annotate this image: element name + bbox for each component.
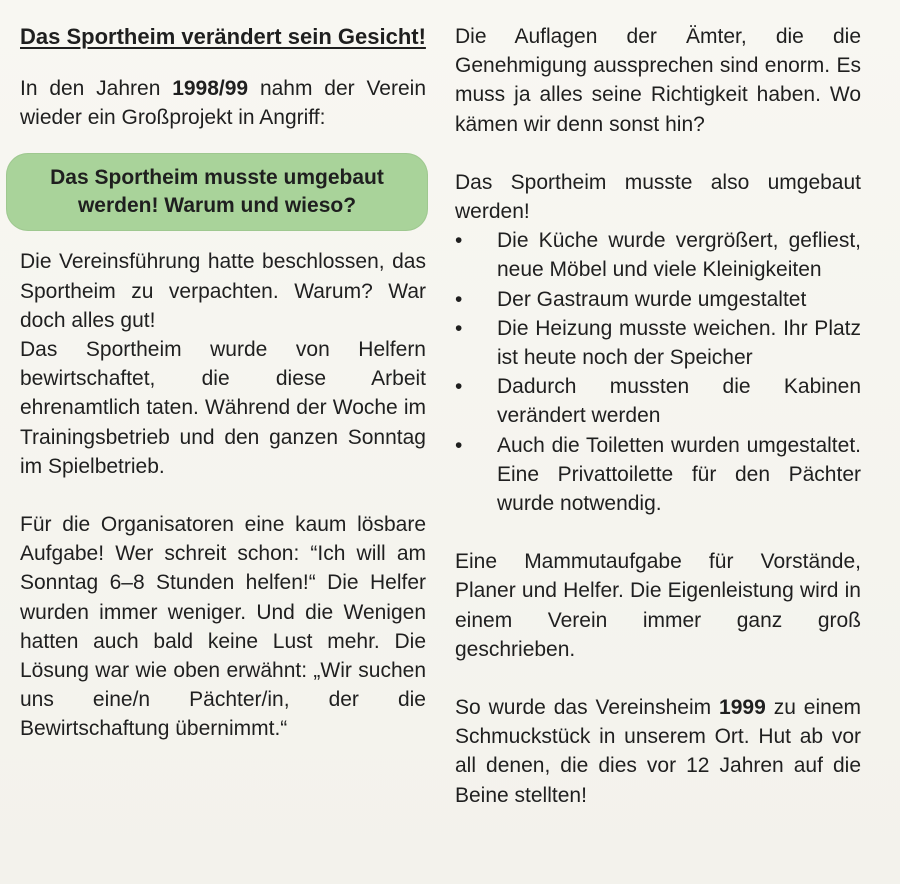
left-paragraph-1: Die Vereinsführung hatte beschlossen, das Sportheim zu verpachten. Warum? War doch alles gut! xyxy=(20,250,426,332)
intro-years: 1998/99 xyxy=(172,77,249,100)
closing-after: zu einem Schmuckstück in unserem Ort. Hut ab vor all denen, die dies vor 12 Jahren auf die Beine stellten! xyxy=(455,696,862,807)
list-item xyxy=(455,285,861,314)
right-column xyxy=(455,22,861,810)
paragraph-gap xyxy=(455,664,861,693)
list-item-text: Auch die Toiletten wurden umgestaltet. Eine Privattoilette für den Pächter wurde notwendig. xyxy=(497,433,861,516)
bullet-icon: • xyxy=(455,229,463,253)
list-item-text: Der Gastraum wurde umgestaltet xyxy=(497,287,807,311)
bullet-icon: • xyxy=(455,375,463,399)
closing-before: So wurde das Vereinsheim xyxy=(455,696,720,720)
intro-before: In den Jahren xyxy=(20,77,173,100)
list-item-text: Die Heizung musste weichen. Ihr Platz ist heute noch der Speicher xyxy=(497,316,861,370)
renovation-list xyxy=(455,226,861,518)
left-paragraph-3: Für die Organisatoren eine kaum lösbare Aufgabe! Wer schreit schon: “Ich will am Sonntag 6–8 Stunden helfen!“ Die Helfer wurden immer weniger. Und die Wenigen hatten auch bald keine Lust mehr. Die Lösung war wie oben erwähnt: „Wir suchen uns eine/n Pächter/in, der die Bewirtschaftung übernimmt.“ xyxy=(20,513,426,741)
callout-line-1: Das Sportheim musste umgebaut xyxy=(50,166,384,190)
article-title: Das Sportheim verändert sein Gesicht! xyxy=(20,24,426,49)
intro-after: nahm der Verein wieder ein Großprojekt in Angriff: xyxy=(20,77,426,130)
list-item xyxy=(455,226,861,284)
callout-line-2: werden! Warum und wieso? xyxy=(77,194,357,218)
paragraph-gap xyxy=(20,481,426,510)
left-column xyxy=(20,22,426,744)
mammut-paragraph: Eine Mammutaufgabe für Vorstände, Planer und Helfer. Die Eigenleistung wird in einem Verein immer ganz groß geschrieben. xyxy=(455,550,861,661)
list-item xyxy=(455,314,861,372)
paragraph-gap xyxy=(455,139,861,168)
list-item-text: Die Küche wurde vergrößert, gefliest, neue Möbel und viele Kleinigkeiten xyxy=(497,229,861,282)
bullet-icon: • xyxy=(455,316,463,340)
bullet-icon: • xyxy=(455,287,463,311)
right-paragraph-2: Das Sportheim musste also umgebaut werden! xyxy=(455,170,861,224)
left-paragraph-2: Das Sportheim wurde von Helfern bewirtschaftet, die diese Arbeit ehrenamtlich taten. Während der Woche im Trainingsbetrieb und den ganzen Sonntag im Spielbetrieb. xyxy=(20,338,426,478)
list-item xyxy=(455,431,861,519)
right-paragraph-1: Die Auflagen der Ämter, die die Genehmigung aussprechen sind enorm. Es muss ja alles seine Richtigkeit haben. Wo kämen wir denn sonst hin? xyxy=(455,25,861,136)
list-item-text: Dadurch mussten die Kabinen verändert werden xyxy=(497,375,861,428)
callout-box xyxy=(6,153,428,231)
bullet-icon: • xyxy=(455,433,463,457)
intro-paragraph xyxy=(20,74,426,132)
closing-paragraph xyxy=(455,693,861,810)
closing-year: 1999 xyxy=(719,696,766,720)
paragraph-gap xyxy=(455,518,861,547)
list-item xyxy=(455,372,861,430)
